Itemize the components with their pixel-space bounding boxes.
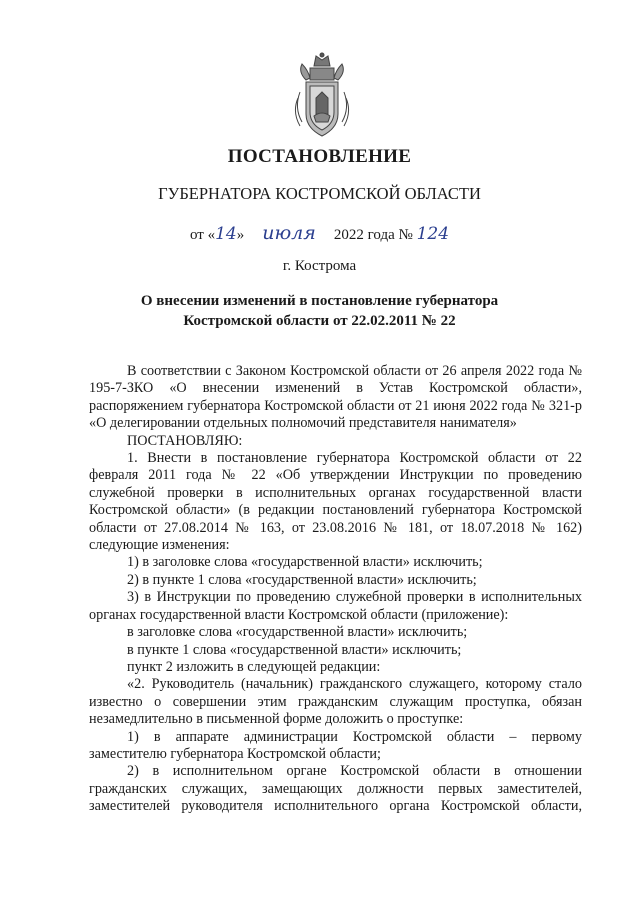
new-item-2-paragraph: «2. Руководитель (начальник) гражданского служащего, которому стало известно о совершении этим гражданским служащим проступка, обязан незамедлительно в письменной форме доложить о проступке: [89,676,582,728]
new-subitem-1-paragraph: 1) в аппарате администрации Костромской области – первому заместителю губернатора Костромской области; [89,728,582,762]
document-number-handwritten: 124 [416,224,450,244]
document-date-line [0,222,639,244]
subitem-2-paragraph: 2) в пункте 1 слова «государственной власти» исключить; [127,571,477,588]
resolution-word: ПОСТАНОВЛЯЮ: [127,432,243,449]
subject-line-1: О внесении изменений в постановление губернатора [140,293,499,309]
item-1-paragraph: 1. Внести в постановление губернатора Костромской области от 22 февраля 2011 года № 22 «Об утверждении Инструкции по проведению служебной проверки в исполнительных органах государственной власти Костромской области» (в редакции постановлений губернатора Костромской области от 27.08.2014 № 163, от 23.08.2016 № 181, от 18.07.2018 № 162) следующие изменения: [89,450,582,554]
date-year: 2022 года № [333,227,413,243]
document-body [89,363,582,816]
subitem-3-paragraph: 3) в Инструкции по проведению служебной проверки в исполнительных органах государственной власти Костромской области (приложение): [89,589,582,623]
subject-line-2: Костромской области от 22.02.2011 № 22 [183,313,456,329]
document-type-title: ПОСТАНОВЛЕНИЕ [227,146,412,167]
issuer-subtitle: ГУБЕРНАТОРА КОСТРОМСКОЙ ОБЛАСТИ [158,184,481,203]
subitem-1-paragraph: 1) в заголовке слова «государственной власти» исключить; [127,554,483,571]
change-item-1-paragraph: в пункте 1 слова «государственной власти» исключить; [127,641,462,658]
change-heading-paragraph: в заголовке слова «государственной власти» исключить; [127,624,468,641]
city-line: г. Кострома [282,258,357,274]
document-subject-title [0,291,639,331]
date-mid: » [236,227,245,243]
coat-of-arms-emblem [292,52,352,144]
new-subitem-2-paragraph: 2) в исполнительном органе Костромской области в отношении гражданских служащих, замещающих должности первых заместителей, заместителей руководителя исполнительного органа Костромской области, [89,763,582,815]
date-month-handwritten: июля [262,222,316,244]
date-prefix: от « [189,227,216,243]
preamble-paragraph: В соответствии с Законом Костромской области от 26 апреля 2022 года № 195-7-ЗКО «О внесении изменений в Устав Костромской области», распоряжением губернатора Костромской области от 21 июня 2022 года № 321-р «О делегировании отдельных полномочий представителя нанимателя» [89,363,582,432]
change-item-2-paragraph: пункт 2 изложить в следующей редакции: [127,658,381,675]
date-day-handwritten: 14 [215,224,237,244]
